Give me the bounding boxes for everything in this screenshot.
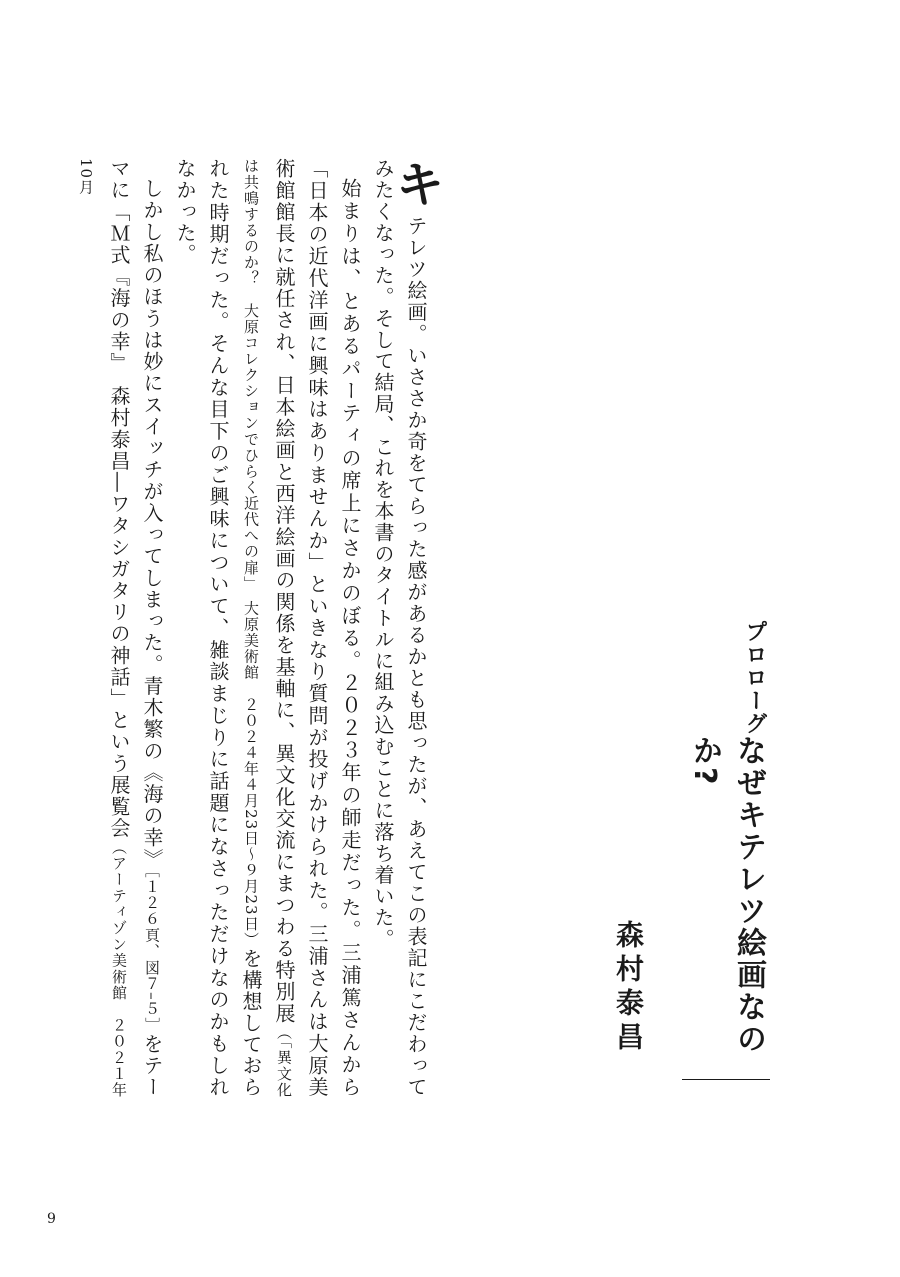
paragraph-3-note-1: ［１２６頁、図７–５］: [143, 869, 161, 1034]
paragraph-3-note-2: （アーティゾン美術館 ２０２１年10月: [77, 158, 128, 1098]
paragraph-3: [69, 158, 168, 1098]
body-text: [77, 158, 445, 1099]
chapter-title-wrap: [672, 735, 770, 1080]
chapter-heading: [672, 620, 770, 1080]
author-name: 森村泰昌: [612, 920, 645, 1056]
page-number: 9: [47, 1211, 56, 1227]
paragraph-1: [366, 158, 445, 1098]
drop-cap: キ: [387, 158, 445, 210]
paragraph-2-text-a: 始まりは、とあるパーティの席上にさかのぼる。２０２３年の師走だった。三浦篤さんから「日本の近代洋画に興味はありませんか」といきなり質問が投げかけられた。三浦さんは大原美術館館長に就任され、日本絵画と西洋絵画の関係を基軸に、異文化交流にまつわる特別展: [272, 158, 362, 1098]
paragraph-2-text-b: を構想しておられた時期だった。そんな目下のご興味について、雑談まじりに話題になさっただけなのかもしれなかった。: [173, 158, 263, 1098]
chapter-kicker: プロローグ: [742, 620, 767, 735]
paragraph-2-note: （「異文化は共鳴するのか？ 大原コレクションでひらく近代への扉」 大原美術館 ２０２４年４月23日〜９月23日）: [242, 158, 293, 1099]
paragraph-3-text-b: をテーマに「Ｍ式『海の幸』 森村泰昌―ワタシガタリの神話」という展覧会: [107, 158, 164, 1099]
paragraph-1-text: テレツ絵画。いささか奇をてらった感があるかとも思ったが、あえてこの表記にこだわってみたくなった。そして結局、これを本書のタイトルに組み込むことに落ち着いた。: [371, 158, 428, 1098]
chapter-title: なぜキテレツ絵画なのか?: [682, 735, 770, 1080]
paragraph-3-text-a: しかし私のほうは妙にスイッチが入ってしまった。青木繁の《海の幸》: [140, 178, 164, 870]
paragraph-2: [168, 158, 366, 1098]
